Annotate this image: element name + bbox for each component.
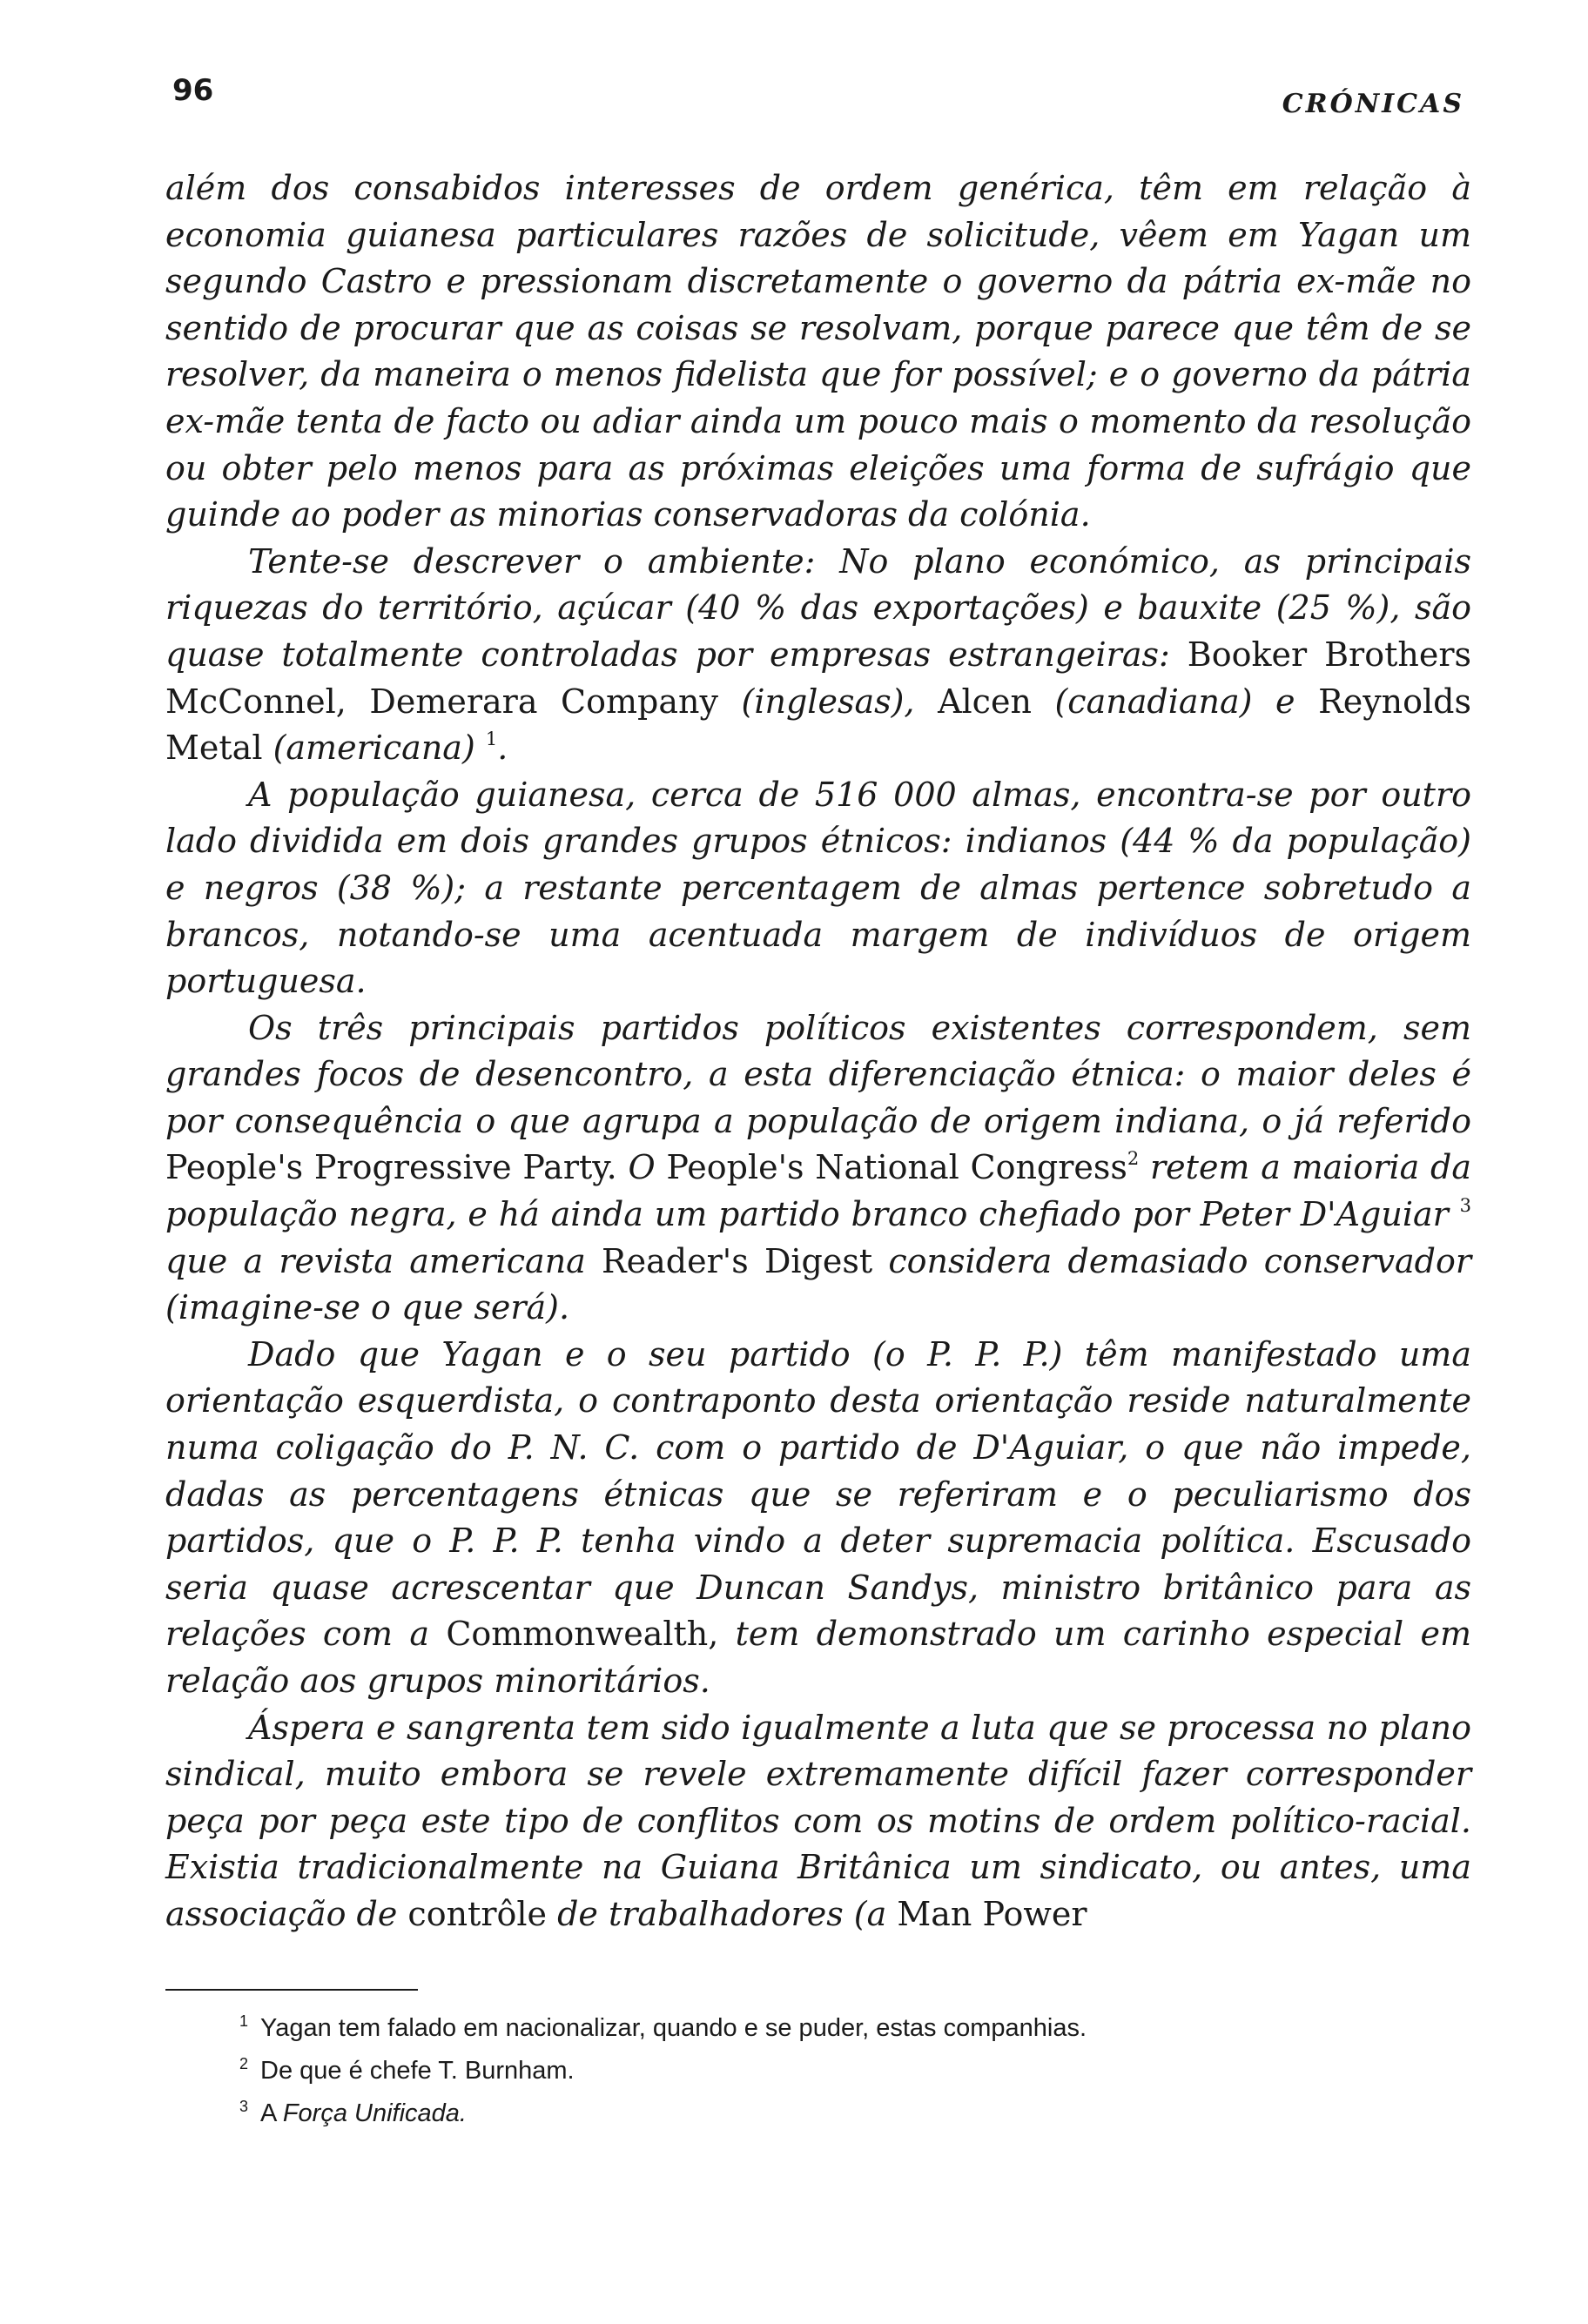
roman-text-run: People's National Congress (666, 1148, 1127, 1187)
paragraph (165, 1705, 1471, 1938)
italic-text-run: de trabalhadores (a (547, 1894, 898, 1933)
roman-text-run: People's Progressive Party. (165, 1148, 617, 1187)
italic-text-run: (inglesas), (717, 682, 939, 721)
paragraph (165, 539, 1471, 772)
footnote-reference: 1 (485, 729, 498, 750)
italic-text-run: (canadiana) e (1031, 682, 1319, 721)
footnote-reference: 3 (1459, 1195, 1471, 1217)
footnote-text: Força Unificada. (282, 2099, 467, 2127)
italic-text-run: . (497, 729, 508, 768)
footnote-divider (165, 1989, 418, 1991)
italic-text-run: que a revista americana (165, 1241, 602, 1280)
italic-text-run: O (616, 1148, 667, 1187)
body-text (165, 165, 1471, 1938)
italic-text-run: considera demasiado conservador (imagine-se o que será). (165, 1241, 1472, 1327)
footnotes (239, 2007, 1476, 2135)
roman-text-run: Commonwealth, (446, 1615, 719, 1654)
italic-text-run: retem a maioria da população negra, e há ainda um partido branco chefiado por Peter D'Aguiar (165, 1148, 1471, 1234)
footnote (239, 2092, 1476, 2135)
italic-text-run: Tente-se descrever o ambiente: No plano económico, as principais riquezas do território, açúcar (40 % das exportações) e bauxite (25 %), são quase totalmente controladas por empresas estrangeiras: (165, 541, 1471, 674)
footnote-text: Yagan tem falado em nacionalizar, quando e se puder, estas companhias. (260, 2014, 1087, 2042)
italic-text-run: A população guianesa, cerca de 516 000 almas, encontra-se por outro lado dividida em dois grandes grupos étnicos: indianos (44 % da população) e negros (38 %); a restante percentagem de almas pertence sobretudo a brancos, notando-se uma acentuada margem de indivíduos de origem portuguesa. (165, 775, 1471, 1001)
italic-text-run: tem demonstrado um carinho especial em relação aos grupos minoritários. (165, 1615, 1471, 1700)
footnote-marker: 1 (239, 2012, 249, 2030)
paragraph (165, 1005, 1471, 1332)
footnote-marker: 2 (239, 2055, 249, 2072)
footnote-text: De que é chefe T. Burnham. (260, 2057, 575, 2085)
footnote-marker: 3 (239, 2098, 249, 2115)
italic-text-run: Áspera e sangrenta tem sido igualmente a luta que se processa no plano sindical, muito embora se revele extremamente difícil fazer corresponder peça por peça este tipo de conflitos com os motins de ordem político-racial. Existia tradicionalmente na Guiana Britânica um sindicato, ou antes, uma associação de (165, 1708, 1471, 1933)
roman-text-run: Reader's Digest (602, 1241, 873, 1280)
italic-text-run: (americana) (262, 729, 486, 768)
italic-text-run: Dado que Yagan e o seu partido (o P. P. P.) têm manifestado uma orientação esquerdista, o contraponto desta orientação reside naturalmente numa coligação do P. N. C. com o partido de D'Aguiar, o que não impede, dadas as percentagens étnicas que se referiram e o peculiarismo dos partidos, que o P. P. P. tenha vindo a deter supremacia política. Escusado seria quase acrescentar que Duncan Sandys, ministro britânico para as relações com a (165, 1334, 1471, 1654)
paragraph (165, 1332, 1471, 1705)
footnote (239, 2050, 1476, 2092)
roman-text-run: Reynolds Metal (165, 682, 1471, 768)
footnote-text: A (260, 2099, 283, 2127)
italic-text-run: além dos consabidos interesses de ordem genérica, têm em relação à economia guianesa particulares razões de solicitude, vêem em Yagan um segundo Castro e pressionam discretamente o governo da pátria ex-mãe no sentido de procurar que as coisas se resolvam, porque parece que têm de se resolver, da maneira o menos fidelista que for possível; e o governo da pátria ex-mãe tenta de facto ou adiar ainda um pouco mais o momento da resolução ou obter pelo menos para as próximas eleições uma forma de sufrágio que guinde ao poder as minorias conservadoras da colónia. (165, 169, 1471, 534)
paragraph (165, 772, 1471, 1005)
roman-text-run: Booker Brothers McConnel, Demerara Company (165, 635, 1471, 721)
page-number: 96 (172, 73, 214, 108)
running-head: CRÓNICAS (1282, 89, 1464, 119)
italic-text-run: Os três principais partidos políticos existentes correspondem, sem grandes focos de desencontro, a esta diferenciação étnica: o maior deles é por consequência o que agrupa a população de origem indiana, o já referido (165, 1008, 1471, 1140)
footnote (239, 2007, 1476, 2050)
roman-text-run: Man Power (897, 1894, 1087, 1933)
footnote-reference: 2 (1127, 1148, 1140, 1170)
roman-text-run: Alcen (938, 682, 1032, 721)
paragraph (165, 165, 1471, 539)
roman-text-run: contrôle (407, 1894, 548, 1933)
